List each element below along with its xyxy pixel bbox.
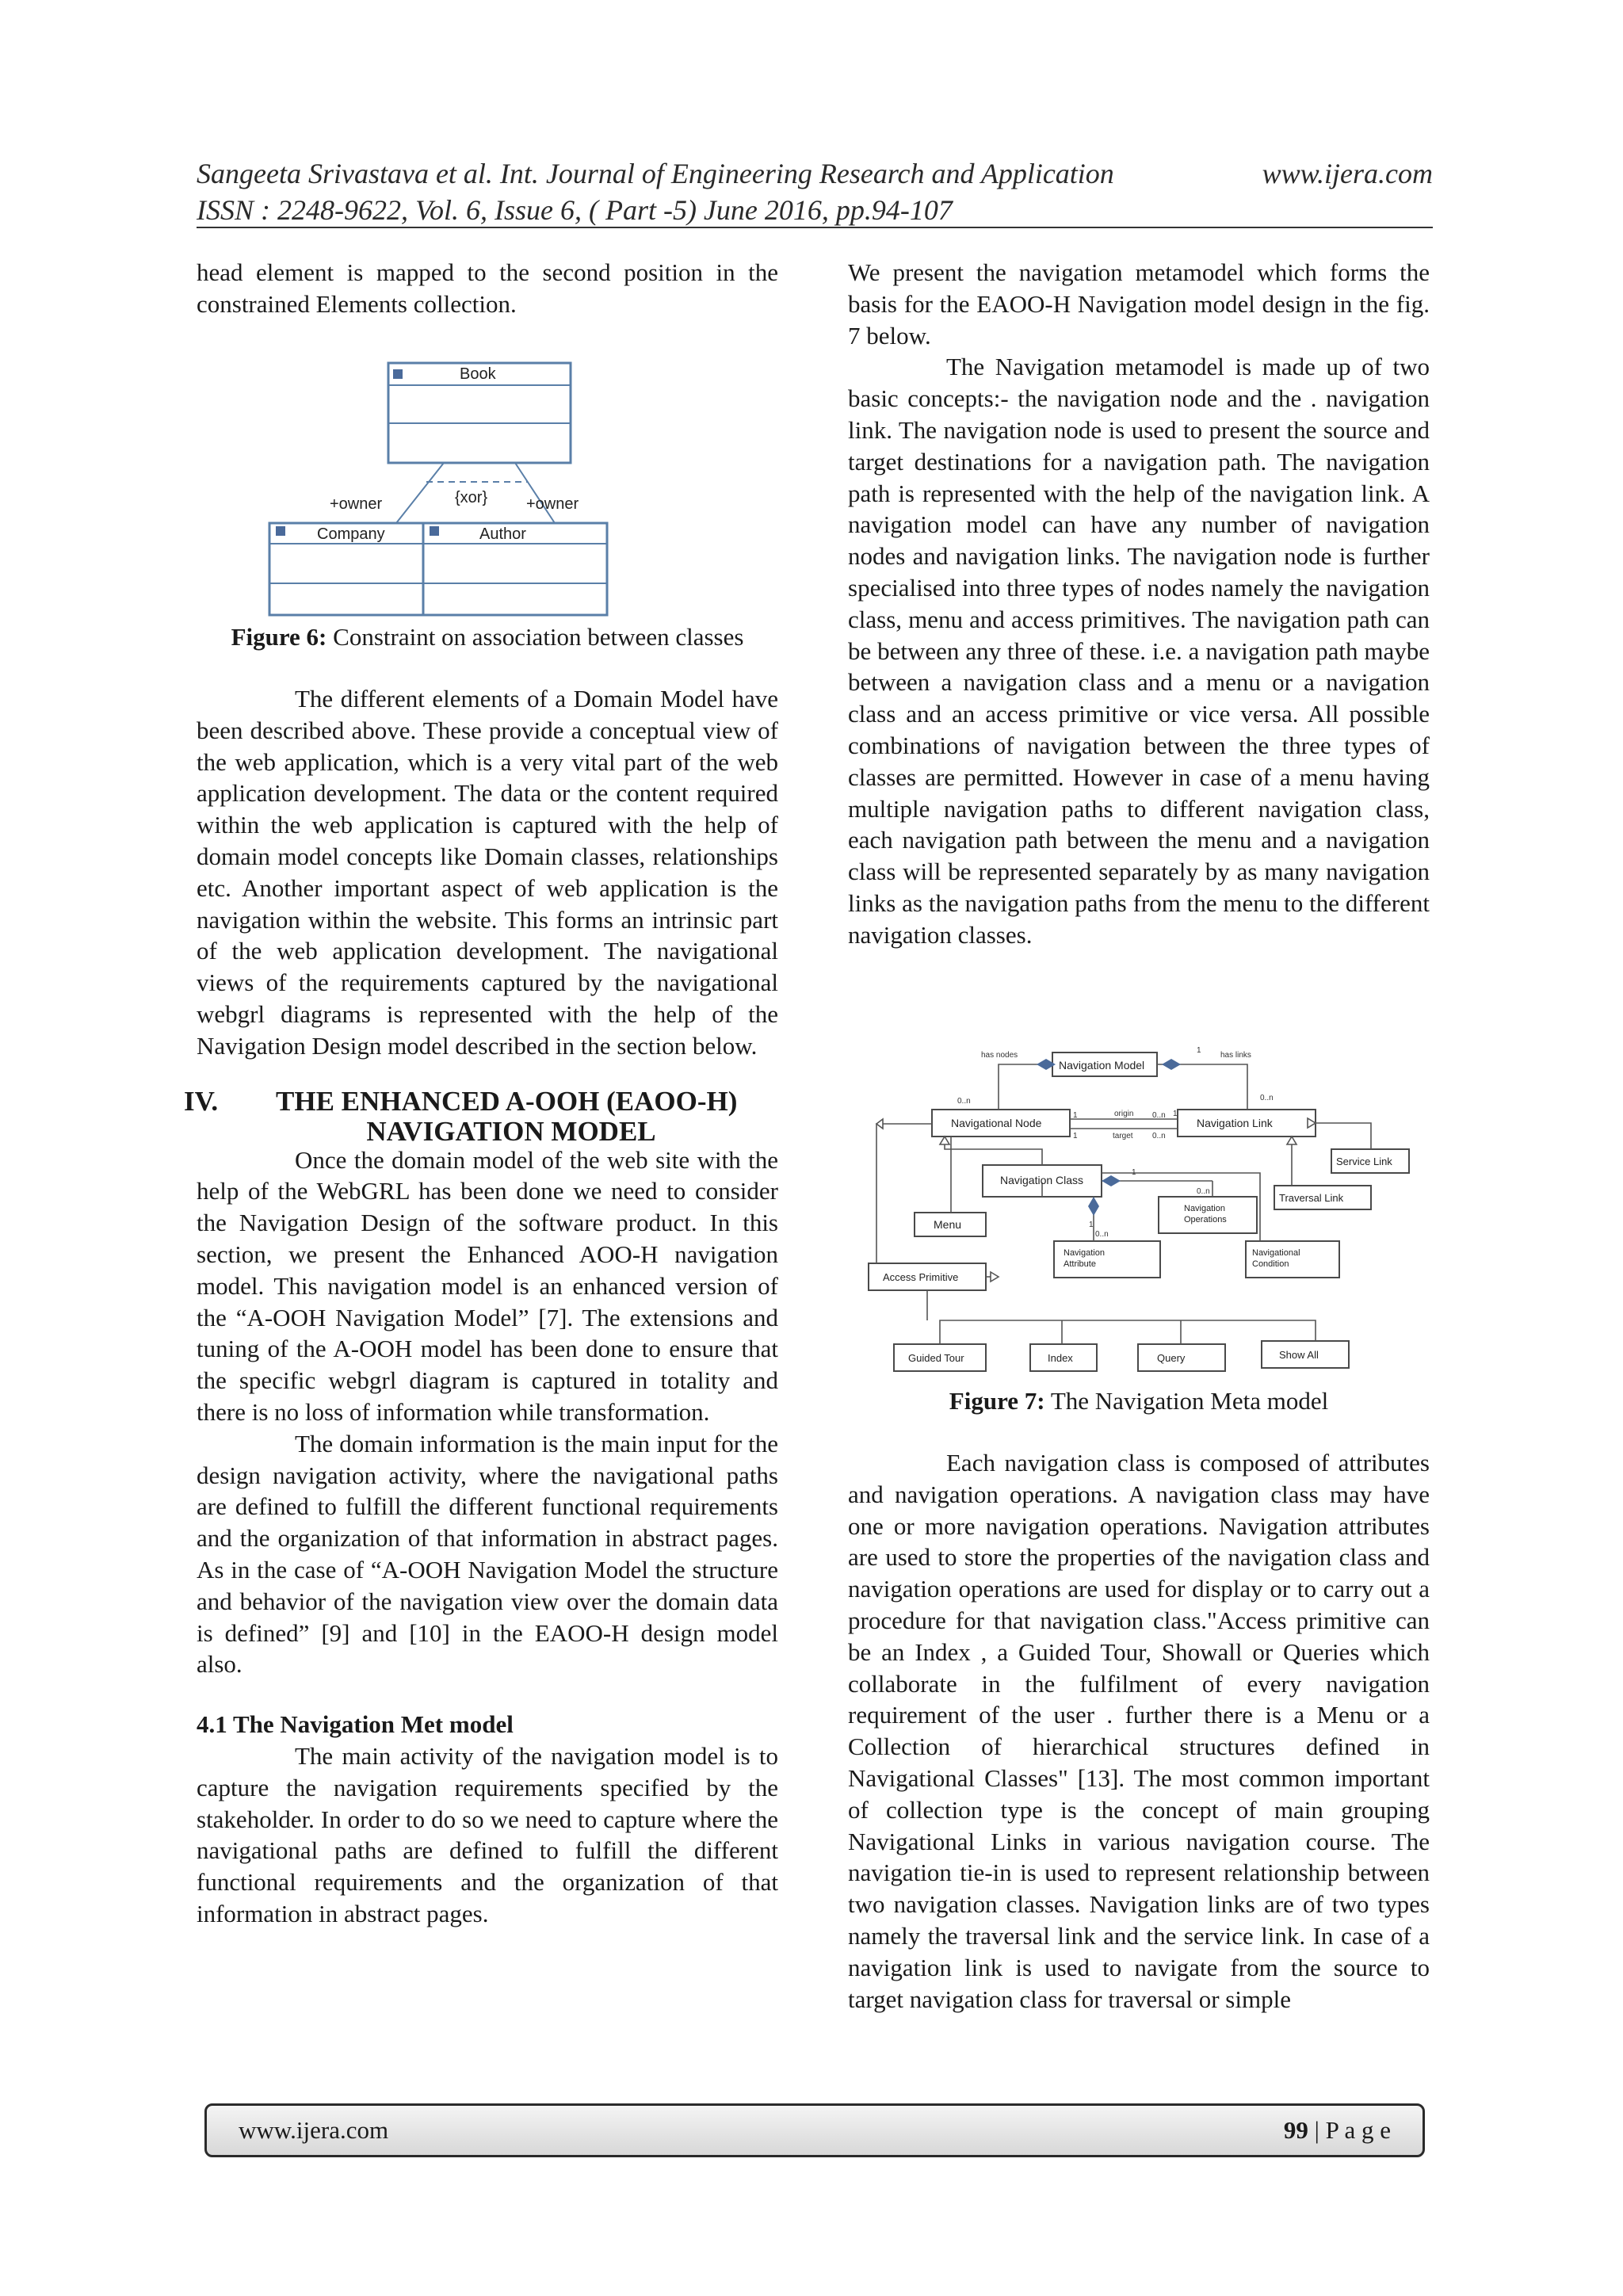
has-links-label: has links — [1220, 1051, 1251, 1060]
page-number-value: 99 — [1283, 2116, 1308, 2144]
class-book: Book — [460, 365, 496, 383]
class-company: Company — [317, 525, 385, 543]
paragraph: The domain information is the main input for the design navigation activity, where the navigational paths are defined to fulfill the different functional requirements and the organization of that information in abstract pages. As in the case of “A-OOH Navigation Model the structure and behavior of the navigation view over the domain data is defined” [9] and [10] in the EAOO-H design model also. — [197, 1429, 778, 1679]
has-nodes-label: has nodes — [981, 1051, 1018, 1060]
journal-website: www.ijera.com — [1262, 158, 1433, 189]
navigation-link-label: Navigation Link — [1197, 1117, 1273, 1129]
index-label: Index — [1048, 1352, 1073, 1364]
left-column-body — [184, 683, 778, 1930]
caption-text: The Navigation Meta model — [1044, 1387, 1329, 1415]
query-label: Query — [1157, 1352, 1186, 1364]
navigation-attribute-label: Attribute — [1064, 1259, 1096, 1269]
page-word: P a g e — [1325, 2116, 1391, 2144]
right-column-bottom — [848, 1447, 1430, 2015]
multiplicity-label: 1 — [1173, 1110, 1178, 1118]
multiplicity-label: 1 — [1073, 1111, 1078, 1120]
paragraph: head element is mapped to the second position in the constrained Elements collection. — [197, 258, 778, 318]
multiplicity-label: 1 — [1197, 1046, 1201, 1055]
navigation-attribute-label: Navigation — [1064, 1248, 1105, 1258]
traversal-link-label: Traversal Link — [1279, 1192, 1344, 1204]
caption-label: Figure 6: — [231, 623, 327, 651]
multiplicity-label: 0..n — [1095, 1230, 1109, 1239]
menu-label: Menu — [934, 1218, 962, 1231]
section-title-line-1: THE ENHANCED A-OOH (EAOO-H) — [276, 1085, 738, 1117]
multiplicity-label: 1 — [1089, 1221, 1094, 1229]
caption-text: Constraint on association between classes — [327, 623, 744, 651]
figure-6-class-diagram — [262, 355, 610, 617]
running-header — [197, 155, 1433, 228]
guided-tour-label: Guided Tour — [908, 1352, 964, 1364]
issue-info: ISSN : 2248-9622, Vol. 6, Issue 6, ( Part -5) June 2016, pp.94-107 — [197, 194, 953, 226]
class-author: Author — [479, 525, 526, 543]
multiplicity-label: 0..n — [1197, 1187, 1210, 1196]
collapse-icon — [393, 369, 403, 379]
journal-title: Sangeeta Srivastava et al. Int. Journal of Engineering Research and Application — [197, 158, 1114, 189]
paragraph: The Navigation metamodel is made up of two basic concepts:- the navigation node and the . navigation link. The navigation node is used to present the source and target destinations for a navigation path. The navigation path is represented with the help of the navigation link. A navigation model can have any number of navigation nodes and navigation links. The navigation node is further specialised into three types of nodes namely the navigation class, menu and access primitives. The navigation path can be between any three of these. i.e. a navigation path maybe between a navigation class and a menu or a navigation class and an access primitive or vice versa. All possible combinations of navigation between the three types of classes are permitted. However in case of a menu having multiple navigation paths to different navigation class, each navigation path between the menu and a navigation class will be represented separately by as many navigation links as the navigation paths from the menu to the different navigation classes. — [848, 353, 1430, 949]
paragraph: The different elements of a Domain Model have been described above. These provide a conceptual view of the web application, which is a very vital part of the web application development. The data or the content required within the web application is captured with the help of domain model concepts like Domain classes, relationships etc. Another important aspect of web application is the navigation within the website. This forms an intrinsic part of the web application development. The navigational views of the requirements captured by the navigational webgrl diagrams is represented with the help of the Navigation Design model described in the section below. — [197, 685, 778, 1060]
multiplicity-label: 0..n — [1260, 1094, 1274, 1102]
subsection-heading: 4.1 The Navigation Met model — [197, 1710, 514, 1739]
figure-6-caption — [197, 621, 778, 653]
navigation-operations-label: Navigation — [1184, 1204, 1225, 1213]
paragraph: Each navigation class is composed of attributes and navigation operations. A navigation class may have one or more navigation operations. Navigation attributes are used to store the properties of the navigation class and navigation operations are used for display or to carry out a procedure for that navigation class."Access primitive can be an Index , a Guided Tour, Showall or Queries which collaborate in the fulfilment of every navigation requirement of the user . further there is a Menu or a Collection of hierarchical structures defined in Navigational Classes" [13]. The most common important of collection type is the concept of main grouping Navigational Links in various navigation course. The navigation tie-in is used to represent relationship between two navigation classes. Navigation links are of two types namely the traversal link and the service link. In case of a navigation link is used to navigate from the source to target navigation class for traversal or simple — [848, 1449, 1430, 2013]
paragraph: We present the navigation metamodel which forms the basis for the EAOO-H Navigation model design in the fig. 7 below. — [848, 258, 1430, 350]
section-title-line-2: NAVIGATION MODEL — [366, 1115, 656, 1147]
section-heading — [184, 1084, 778, 1119]
access-primitive-label: Access Primitive — [883, 1271, 959, 1283]
collapse-icon — [430, 526, 439, 536]
paragraph: The main activity of the navigation model is to capture the navigation requirements specified by the stakeholder. In order to do so we need to capture where the navigational paths are defined to fulfill the different functional requirements and the organization of that information in abstract pages. — [197, 1741, 778, 1927]
show-all-label: Show All — [1279, 1349, 1319, 1361]
service-link-label: Service Link — [1336, 1156, 1392, 1167]
page-number — [1284, 2116, 1391, 2145]
navigation-class-label: Navigation Class — [1000, 1174, 1084, 1186]
navigation-operations-label: Operations — [1184, 1215, 1227, 1224]
target-label: target — [1113, 1132, 1133, 1140]
page-separator: | — [1308, 2116, 1326, 2144]
figure-7-caption — [848, 1385, 1430, 1417]
paragraph: Once the domain model of the web site with the help of the WebGRL has been done we need to consider the Navigation Design of the software product. In this section, we present the Enhanced AOO-H navigation model. This navigation model is an enhanced version of the “A-OOH Navigation Model” [7]. The extensions and tuning of the A-OOH model has been done to ensure that the specific webgrl diagram is captured in totality and there is no loss of information while transformation. — [197, 1145, 778, 1426]
multiplicity-label: 0..n — [1152, 1111, 1166, 1120]
section-number: IV. — [184, 1085, 219, 1117]
footer-website: www.ijera.com — [239, 2116, 389, 2144]
page-footer — [204, 2103, 1425, 2157]
origin-label: origin — [1114, 1110, 1134, 1118]
multiplicity-label: 1 — [1073, 1132, 1078, 1140]
navigational-node-label: Navigational Node — [951, 1117, 1042, 1129]
navigation-model-label: Navigation Model — [1059, 1059, 1145, 1072]
navigational-condition-label: Condition — [1252, 1259, 1289, 1269]
caption-label: Figure 7: — [949, 1387, 1045, 1415]
figure-7-navigation-metamodel — [864, 1043, 1419, 1376]
left-column-top — [197, 257, 778, 320]
xor-constraint: {xor} — [455, 489, 488, 506]
header-rule — [197, 227, 1433, 228]
right-column-top — [848, 257, 1430, 951]
collapse-icon — [276, 526, 285, 536]
role-owner-left: +owner — [330, 495, 383, 513]
multiplicity-label: 1 — [1132, 1168, 1136, 1177]
multiplicity-label: 0..n — [957, 1097, 971, 1106]
role-owner-right: +owner — [526, 495, 579, 513]
multiplicity-label: 0..n — [1152, 1132, 1166, 1140]
navigational-condition-label: Navigational — [1252, 1248, 1300, 1258]
